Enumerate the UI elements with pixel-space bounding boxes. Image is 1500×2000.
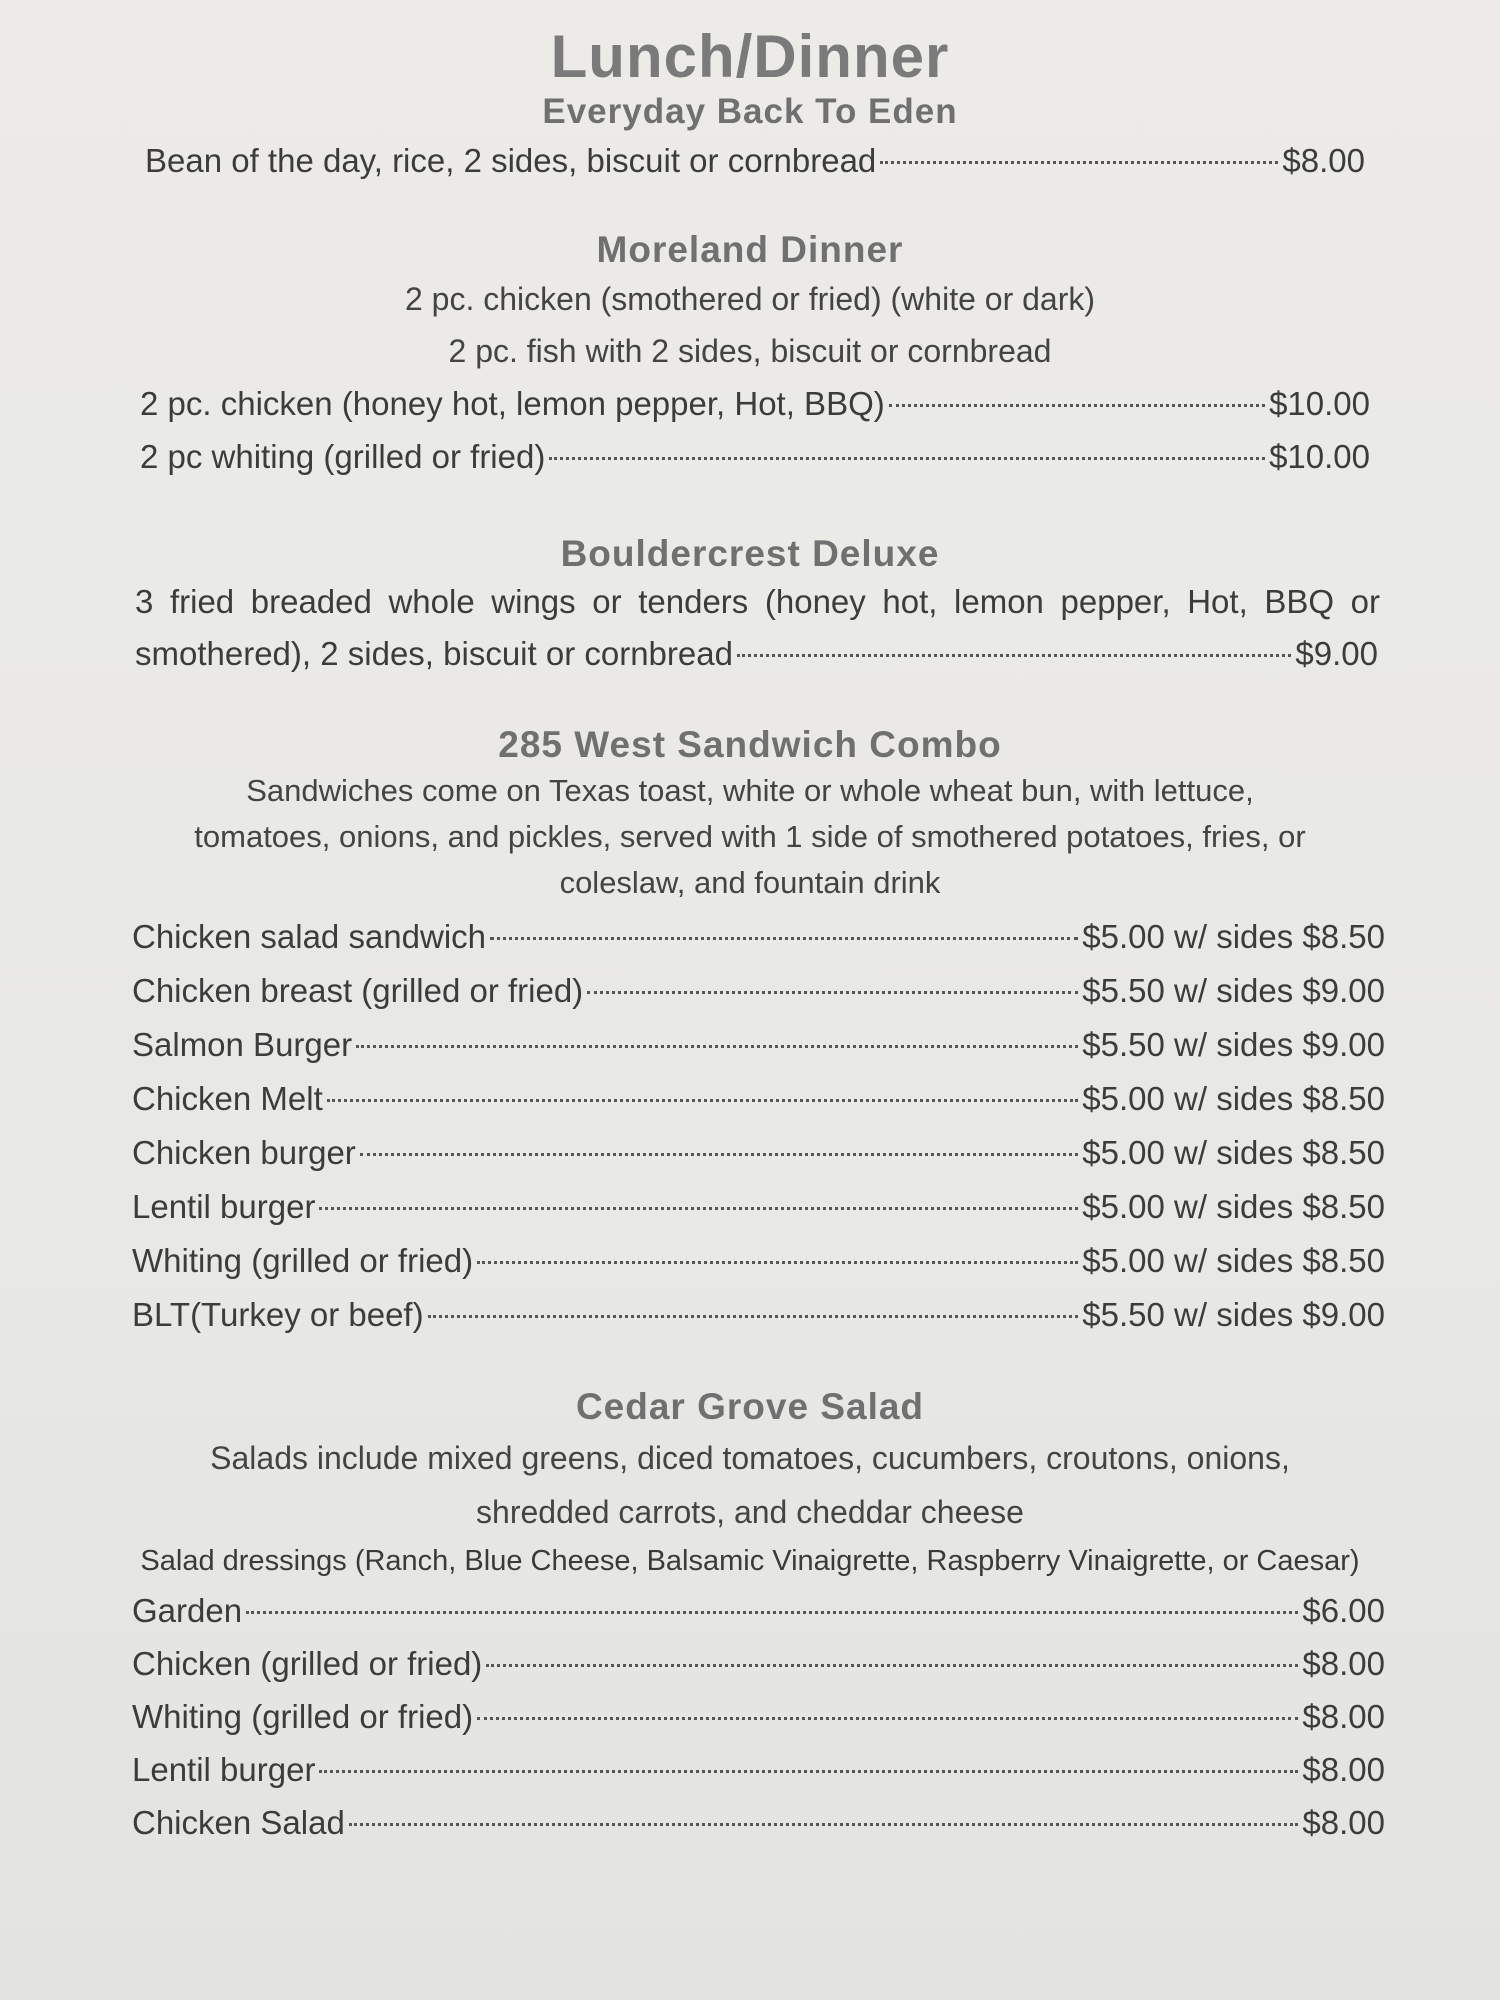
- section-heading-285-west: 285 West Sandwich Combo: [498, 724, 1002, 765]
- item-price: $5.50 w/ sides $9.00: [1082, 972, 1385, 1009]
- menu-item: [132, 1234, 1385, 1288]
- section-heading-cedar-grove: Cedar Grove Salad: [575, 1386, 925, 1427]
- menu-item: [132, 1072, 1385, 1126]
- leader-dots: [477, 1717, 1298, 1720]
- item-price: $5.00 w/ sides $8.50: [1082, 1242, 1385, 1279]
- item-name: Chicken (grilled or fried): [132, 1645, 483, 1682]
- leader-dots: [490, 937, 1078, 940]
- item-price: $10.00: [1269, 385, 1370, 422]
- leader-dots: [327, 1099, 1079, 1102]
- item-price: $8.00: [1302, 1698, 1385, 1735]
- leader-dots: [549, 457, 1265, 460]
- menu-item: [132, 1180, 1385, 1234]
- item-name: Chicken salad sandwich: [132, 918, 487, 955]
- item-price: $5.00 w/ sides $8.50: [1082, 1134, 1385, 1171]
- item-name: Lentil burger: [132, 1188, 316, 1225]
- item-name: Salmon Burger: [132, 1026, 353, 1063]
- item-name: Whiting (grilled or fried): [132, 1242, 474, 1279]
- item-price: $5.50 w/ sides $9.00: [1082, 1296, 1385, 1333]
- item-name: Bean of the day, rice, 2 sides, biscuit or cornbread: [145, 142, 877, 179]
- section-description: Salads include mixed greens, diced tomatoes, cucumbers, croutons, onions,: [210, 1440, 1290, 1476]
- item-name: Chicken Salad: [132, 1804, 345, 1841]
- item-price: $10.00: [1269, 438, 1370, 475]
- leader-dots: [246, 1611, 1298, 1614]
- menu-item: [132, 910, 1385, 964]
- item-name: Lentil burger: [132, 1751, 316, 1788]
- menu-item: [132, 1126, 1385, 1180]
- menu-title: Lunch/Dinner: [550, 23, 950, 90]
- leader-dots: [319, 1207, 1078, 1210]
- leader-dots: [319, 1770, 1298, 1773]
- leader-dots: [889, 404, 1265, 407]
- menu-item: [132, 1584, 1385, 1637]
- section-description: 2 pc. fish with 2 sides, biscuit or cornbread: [448, 333, 1052, 369]
- section-description: shredded carrots, and cheddar cheese: [476, 1494, 1024, 1530]
- leader-dots: [737, 654, 1291, 657]
- menu-item: [132, 1690, 1385, 1743]
- item-price: $5.00 w/ sides $8.50: [1082, 1080, 1385, 1117]
- section-description: Sandwiches come on Texas toast, white or whole wheat bun, with lettuce,: [246, 773, 1254, 808]
- item-price: $8.00: [1302, 1645, 1385, 1682]
- item-price: $9.00: [1295, 635, 1378, 672]
- item-name: BLT(Turkey or beef): [132, 1296, 424, 1333]
- item-price: $5.50 w/ sides $9.00: [1082, 1026, 1385, 1063]
- sandwich-list: [0, 910, 1500, 1342]
- menu-item: [135, 627, 1378, 680]
- leader-dots: [349, 1823, 1299, 1826]
- item-name: Garden: [132, 1592, 243, 1629]
- leader-dots: [356, 1045, 1078, 1048]
- salad-dressings: Salad dressings (Ranch, Blue Cheese, Balsamic Vinaigrette, Raspberry Vinaigrette, or Caesar): [140, 1545, 1360, 1577]
- menu-item: [132, 1743, 1385, 1796]
- menu-item: [145, 134, 1365, 187]
- leader-dots: [486, 1664, 1298, 1667]
- salad-list: [0, 1584, 1500, 1849]
- item-price: $8.00: [1282, 142, 1365, 179]
- item-name: Chicken Melt: [132, 1080, 323, 1117]
- menu-item: [132, 964, 1385, 1018]
- section-description: [135, 577, 1380, 627]
- menu-item: [140, 430, 1370, 483]
- item-name: Chicken burger: [132, 1134, 356, 1171]
- item-price: $6.00: [1302, 1592, 1385, 1629]
- menu-item: [132, 1796, 1385, 1849]
- item-price: $8.00: [1302, 1804, 1385, 1841]
- section-description: tomatoes, onions, and pickles, served with 1 side of smothered potatoes, fries, or: [194, 819, 1306, 854]
- section-heading-moreland: Moreland Dinner: [596, 229, 904, 270]
- section-description: coleslaw, and fountain drink: [559, 865, 941, 900]
- description-text: 3 fried breaded whole wings or tenders (honey hot, lemon pepper, Hot, BBQ or: [135, 583, 1380, 620]
- section-heading-bouldercrest: Bouldercrest Deluxe: [560, 533, 940, 574]
- leader-dots: [360, 1153, 1079, 1156]
- item-name: 2 pc whiting (grilled or fried): [140, 438, 546, 475]
- leader-dots: [428, 1315, 1079, 1318]
- item-name: Whiting (grilled or fried): [132, 1698, 474, 1735]
- menu-item: [132, 1018, 1385, 1072]
- section-heading-eden: Everyday Back To Eden: [542, 92, 958, 131]
- menu-item: [140, 377, 1370, 430]
- item-name: smothered), 2 sides, biscuit or cornbread: [135, 635, 733, 672]
- item-name: 2 pc. chicken (honey hot, lemon pepper, Hot, BBQ): [140, 385, 885, 422]
- item-price: $5.00 w/ sides $8.50: [1082, 918, 1385, 955]
- menu-item: [132, 1637, 1385, 1690]
- leader-dots: [477, 1261, 1078, 1264]
- leader-dots: [587, 991, 1078, 994]
- menu-item: [132, 1288, 1385, 1342]
- leader-dots: [880, 161, 1278, 164]
- item-price: $5.00 w/ sides $8.50: [1082, 1188, 1385, 1225]
- section-description: 2 pc. chicken (smothered or fried) (white or dark): [404, 281, 1096, 317]
- item-name: Chicken breast (grilled or fried): [132, 972, 584, 1009]
- item-price: $8.00: [1302, 1751, 1385, 1788]
